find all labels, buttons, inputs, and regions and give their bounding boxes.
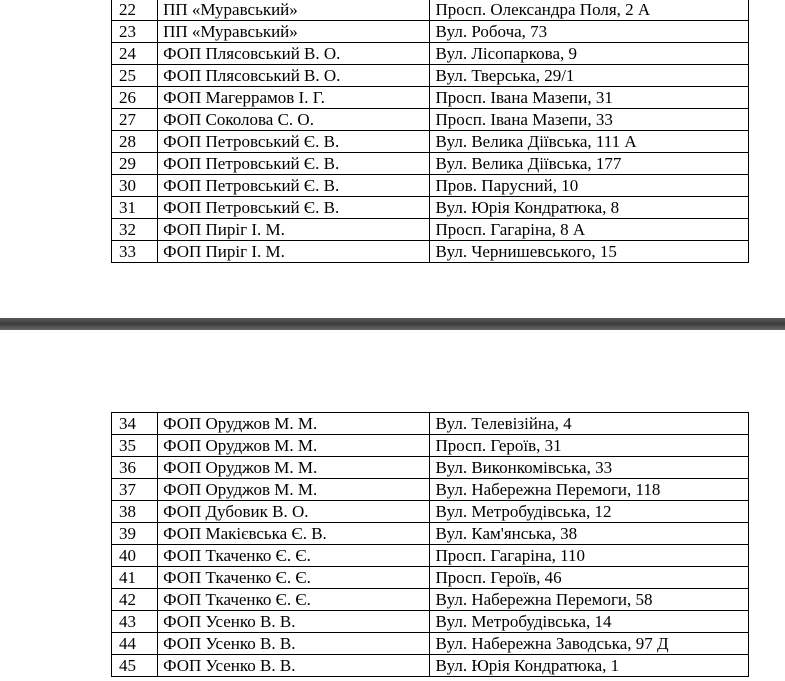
address-cell: Вул. Велика Діївська, 111 А bbox=[430, 131, 749, 153]
owner-name-cell: ФОП Оруджов М. М. bbox=[158, 457, 430, 479]
row-number-cell: 33 bbox=[112, 241, 158, 263]
owner-name-cell: ФОП Магеррамов І. Г. bbox=[158, 87, 430, 109]
address-cell: Вул. Юрія Кондратюка, 8 bbox=[430, 197, 749, 219]
address-cell: Вул. Набережна Перемоги, 118 bbox=[430, 479, 749, 501]
row-number-cell: 27 bbox=[112, 109, 158, 131]
outlets-table-part-1 bbox=[111, 0, 749, 263]
row-number-cell: 39 bbox=[112, 523, 158, 545]
address-cell: Вул. Тверська, 29/1 bbox=[430, 65, 749, 87]
table-row bbox=[112, 43, 749, 65]
table-row bbox=[112, 21, 749, 43]
owner-name-cell: ФОП Пиріг І. М. bbox=[158, 219, 430, 241]
row-number-cell: 44 bbox=[112, 633, 158, 655]
table-row bbox=[112, 109, 749, 131]
address-cell: Вул. Кам'янська, 38 bbox=[430, 523, 749, 545]
row-number-cell: 43 bbox=[112, 611, 158, 633]
owner-name-cell: ФОП Плясовський В. О. bbox=[158, 43, 430, 65]
owner-name-cell: ПП «Муравський» bbox=[158, 21, 430, 43]
owner-name-cell: ФОП Петровський Є. В. bbox=[158, 197, 430, 219]
address-cell: Вул. Робоча, 73 bbox=[430, 21, 749, 43]
document-page-top bbox=[0, 0, 785, 318]
row-number-cell: 24 bbox=[112, 43, 158, 65]
table-row bbox=[112, 175, 749, 197]
table-row bbox=[112, 611, 749, 633]
table-row bbox=[112, 633, 749, 655]
address-cell: Вул. Набережна Заводська, 97 Д bbox=[430, 633, 749, 655]
table-row bbox=[112, 435, 749, 457]
table-row bbox=[112, 65, 749, 87]
row-number-cell: 32 bbox=[112, 219, 158, 241]
row-number-cell: 30 bbox=[112, 175, 158, 197]
row-number-cell: 45 bbox=[112, 655, 158, 677]
address-cell: Просп. Героїв, 31 bbox=[430, 435, 749, 457]
address-cell: Просп. Івана Мазепи, 31 bbox=[430, 87, 749, 109]
owner-name-cell: ФОП Макієвська Є. В. bbox=[158, 523, 430, 545]
row-number-cell: 22 bbox=[112, 0, 158, 21]
address-cell: Просп. Олександра Поля, 2 А bbox=[430, 0, 749, 21]
table-row bbox=[112, 197, 749, 219]
address-cell: Вул. Лісопаркова, 9 bbox=[430, 43, 749, 65]
row-number-cell: 26 bbox=[112, 87, 158, 109]
owner-name-cell: ФОП Усенко В. В. bbox=[158, 633, 430, 655]
table-row bbox=[112, 241, 749, 263]
address-cell: Вул. Набережна Перемоги, 58 bbox=[430, 589, 749, 611]
address-cell: Вул. Велика Діївська, 177 bbox=[430, 153, 749, 175]
table-body-1 bbox=[112, 0, 749, 263]
address-cell: Пров. Парусний, 10 bbox=[430, 175, 749, 197]
owner-name-cell: ПП «Муравський» bbox=[158, 0, 430, 21]
table-row bbox=[112, 545, 749, 567]
table-row bbox=[112, 131, 749, 153]
owner-name-cell: ФОП Пиріг І. М. bbox=[158, 241, 430, 263]
owner-name-cell: ФОП Петровський Є. В. bbox=[158, 153, 430, 175]
page-separator bbox=[0, 318, 785, 330]
row-number-cell: 34 bbox=[112, 413, 158, 435]
address-cell: Вул. Чернишевського, 15 bbox=[430, 241, 749, 263]
table-row bbox=[112, 219, 749, 241]
table-row bbox=[112, 87, 749, 109]
table-row bbox=[112, 589, 749, 611]
address-cell: Вул. Виконкомівська, 33 bbox=[430, 457, 749, 479]
row-number-cell: 35 bbox=[112, 435, 158, 457]
table-row bbox=[112, 457, 749, 479]
owner-name-cell: ФОП Оруджов М. М. bbox=[158, 479, 430, 501]
row-number-cell: 31 bbox=[112, 197, 158, 219]
owner-name-cell: ФОП Дубовик В. О. bbox=[158, 501, 430, 523]
row-number-cell: 29 bbox=[112, 153, 158, 175]
table-body-2 bbox=[112, 413, 749, 677]
owner-name-cell: ФОП Оруджов М. М. bbox=[158, 413, 430, 435]
address-cell: Просп. Гагаріна, 8 А bbox=[430, 219, 749, 241]
row-number-cell: 36 bbox=[112, 457, 158, 479]
owner-name-cell: ФОП Плясовський В. О. bbox=[158, 65, 430, 87]
owner-name-cell: ФОП Ткаченко Є. Є. bbox=[158, 567, 430, 589]
address-cell: Вул. Телевізійна, 4 bbox=[430, 413, 749, 435]
owner-name-cell: ФОП Оруджов М. М. bbox=[158, 435, 430, 457]
address-cell: Просп. Героїв, 46 bbox=[430, 567, 749, 589]
owner-name-cell: ФОП Усенко В. В. bbox=[158, 611, 430, 633]
address-cell: Вул. Метробудівська, 14 bbox=[430, 611, 749, 633]
row-number-cell: 40 bbox=[112, 545, 158, 567]
address-cell: Вул. Метробудівська, 12 bbox=[430, 501, 749, 523]
address-cell: Просп. Івана Мазепи, 33 bbox=[430, 109, 749, 131]
table-row bbox=[112, 655, 749, 677]
row-number-cell: 38 bbox=[112, 501, 158, 523]
table-row bbox=[112, 153, 749, 175]
row-number-cell: 41 bbox=[112, 567, 158, 589]
owner-name-cell: ФОП Ткаченко Є. Є. bbox=[158, 589, 430, 611]
table-row bbox=[112, 413, 749, 435]
row-number-cell: 23 bbox=[112, 21, 158, 43]
document-page-bottom bbox=[0, 330, 785, 681]
table-row bbox=[112, 479, 749, 501]
row-number-cell: 25 bbox=[112, 65, 158, 87]
owner-name-cell: ФОП Ткаченко Є. Є. bbox=[158, 545, 430, 567]
row-number-cell: 28 bbox=[112, 131, 158, 153]
owner-name-cell: ФОП Соколова С. О. bbox=[158, 109, 430, 131]
row-number-cell: 37 bbox=[112, 479, 158, 501]
owner-name-cell: ФОП Петровський Є. В. bbox=[158, 175, 430, 197]
row-number-cell: 42 bbox=[112, 589, 158, 611]
owner-name-cell: ФОП Усенко В. В. bbox=[158, 655, 430, 677]
outlets-table-part-2 bbox=[111, 412, 749, 677]
address-cell: Вул. Юрія Кондратюка, 1 bbox=[430, 655, 749, 677]
table-row bbox=[112, 523, 749, 545]
owner-name-cell: ФОП Петровський Є. В. bbox=[158, 131, 430, 153]
table-row bbox=[112, 501, 749, 523]
table-row bbox=[112, 0, 749, 21]
address-cell: Просп. Гагаріна, 110 bbox=[430, 545, 749, 567]
table-row bbox=[112, 567, 749, 589]
